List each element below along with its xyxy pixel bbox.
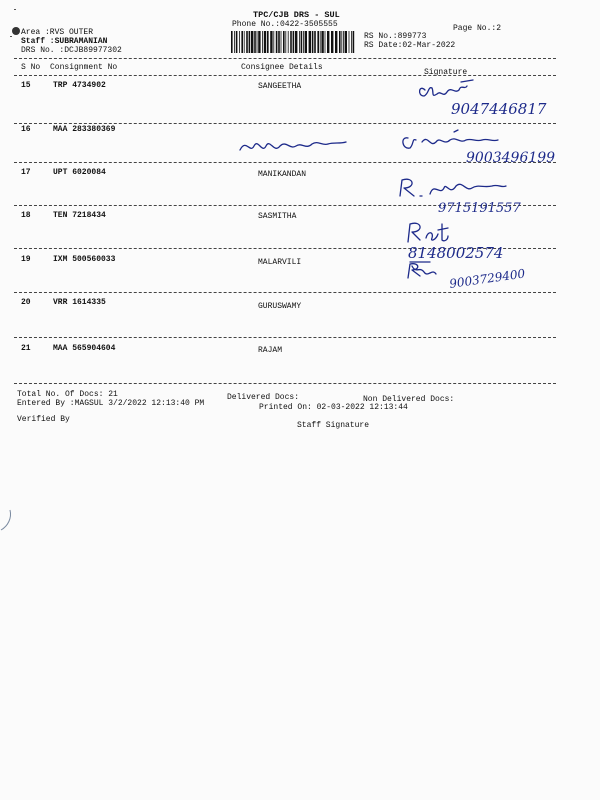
barcode-bar <box>241 31 243 53</box>
total-docs: Total No. Of Docs: 21 <box>17 390 118 399</box>
rs-date: RS Date:02-Mar-2022 <box>364 41 456 50</box>
barcode-bar <box>264 31 266 53</box>
barcode-bar <box>303 31 304 53</box>
barcode-bar <box>283 31 285 53</box>
barcode-bar <box>325 31 326 53</box>
drs-number: DRS No. :DCJB89977302 <box>21 46 122 55</box>
row-sno: 21 <box>21 344 31 353</box>
barcode-bar <box>320 31 321 53</box>
area-label: Area :RVS OUTER <box>21 28 94 37</box>
row-consignment: MAA 283380369 <box>53 125 116 134</box>
column-signature: Signature <box>424 68 468 77</box>
rs-number: RS No.:899773 <box>364 32 427 41</box>
row-consignment: TEN 7218434 <box>53 211 106 220</box>
row-sno: 16 <box>21 125 31 134</box>
row-sno: 20 <box>21 298 31 307</box>
barcode-bar <box>335 31 337 53</box>
page-number: Page No.:2 <box>453 24 502 33</box>
scan-speck <box>14 9 16 10</box>
barcode-bar <box>353 31 355 53</box>
row-consignee: MANIKANDAN <box>258 170 307 179</box>
staff-signature-label: Staff Signature <box>297 421 370 430</box>
entered-by: Entered By :MAGSUL 3/2/2022 12:13:40 PM <box>17 399 205 408</box>
barcode-bar <box>295 31 297 53</box>
row-divider <box>14 383 556 384</box>
phone-row-15: 9047446817 <box>451 100 547 118</box>
barcode-bar <box>273 31 274 53</box>
barcode-bar <box>251 31 253 53</box>
staff-label: Staff :SUBRAMANIAN <box>21 37 108 46</box>
barcode-bar <box>339 31 341 53</box>
row-consignment: MAA 565904604 <box>53 344 116 353</box>
barcode-bar <box>349 31 350 53</box>
barcode-bar <box>305 31 307 53</box>
column-sno: S No <box>21 63 41 72</box>
barcode-bar <box>236 31 238 53</box>
signature-row-17 <box>392 174 562 216</box>
barcode-bar <box>351 31 352 53</box>
row-consignee: MALARVILI <box>258 258 302 267</box>
barcode-bar <box>299 31 300 53</box>
barcode-bar <box>343 31 344 53</box>
column-consignment: Consignment No <box>50 63 118 72</box>
header-divider <box>14 58 556 59</box>
signature-row-15 <box>415 76 565 118</box>
delivered-docs: Delivered Docs: <box>227 393 300 402</box>
barcode-bar <box>278 31 280 53</box>
row-consignment: VRR 1614335 <box>53 298 106 307</box>
barcode-bar <box>281 31 282 53</box>
barcode-bar <box>246 31 248 53</box>
barcode-bar <box>244 31 245 53</box>
barcode-bar <box>249 31 251 53</box>
barcode-bar <box>293 31 295 53</box>
barcode-bar <box>290 31 292 53</box>
barcode-bar <box>270 31 272 53</box>
barcode-bar <box>239 31 240 53</box>
verified-by: Verified By <box>17 415 70 424</box>
signature-row-18 <box>402 218 572 262</box>
document-title: TPC/CJB DRS - SUL <box>253 10 340 20</box>
barcode-bar <box>257 31 258 53</box>
column-consignee: Consignee Details <box>241 63 323 72</box>
row-consignee: GURUSWAMY <box>258 302 302 311</box>
barcode-bar <box>254 31 256 53</box>
barcode-bar <box>345 31 347 53</box>
row-consignee: SANGEETHA <box>258 82 302 91</box>
scan-edge-mark <box>0 508 14 532</box>
barcode-bar <box>301 31 303 53</box>
barcode-bar <box>285 31 286 53</box>
row-sno: 15 <box>21 81 31 90</box>
barcode-bar <box>267 31 269 53</box>
row-consignment: TRP 4734902 <box>53 81 106 90</box>
phone-row-18: 8148002574 <box>408 244 504 262</box>
punch-hole-mark <box>12 27 20 35</box>
barcode-bar <box>341 31 342 53</box>
signature-row-19 <box>400 258 570 298</box>
signature-row-16 <box>236 124 566 168</box>
barcode-bar <box>331 31 333 53</box>
scan-speck <box>10 36 12 37</box>
row-divider <box>14 337 556 338</box>
barcode-bar <box>314 31 316 53</box>
row-consignee: SASMITHA <box>258 212 297 221</box>
barcode-bar <box>234 31 235 53</box>
barcode-bar <box>262 31 263 53</box>
row-consignment: IXM 500560033 <box>53 255 116 264</box>
row-sno: 19 <box>21 255 31 264</box>
barcode-bar <box>309 31 311 53</box>
barcode-bar <box>231 31 233 53</box>
barcode-bar <box>288 31 289 53</box>
barcode-bar <box>276 31 278 53</box>
barcode-bar <box>327 31 329 53</box>
phone-row-16: 9003496199 <box>466 150 556 166</box>
non-delivered-docs: Non Delivered Docs: <box>363 395 455 404</box>
row-consignee: RAJAM <box>258 346 283 355</box>
row-consignment: UPT 6020084 <box>53 168 106 177</box>
barcode-bar <box>258 31 260 53</box>
row-sno: 18 <box>21 211 31 220</box>
printed-on: Printed On: 02-03-2022 12:13:44 <box>259 403 408 412</box>
barcode <box>231 31 355 53</box>
barcode-bar <box>312 31 314 53</box>
barcode-bar <box>321 31 323 53</box>
phone-row-17: 9715191557 <box>438 201 521 216</box>
phone-row-19: 9003729400 <box>448 266 527 291</box>
barcode-bar <box>317 31 319 53</box>
row-sno: 17 <box>21 168 31 177</box>
phone-number: Phone No.:0422-3505555 <box>232 20 338 29</box>
